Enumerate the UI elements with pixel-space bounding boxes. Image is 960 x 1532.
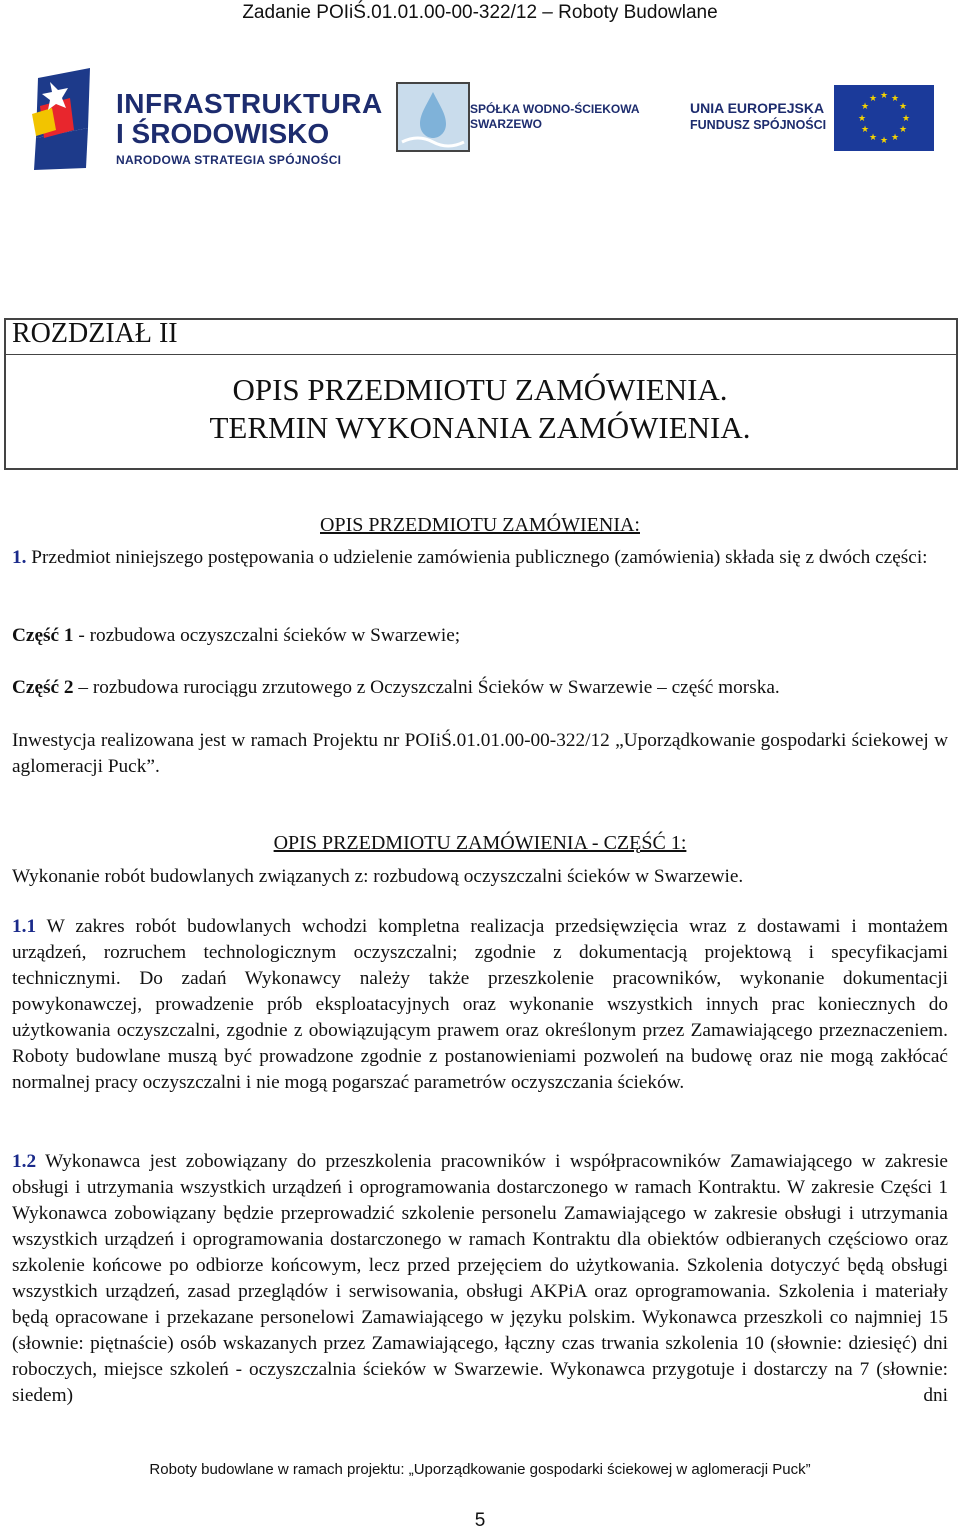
ue-line2: FUNDUSZ SPÓJNOŚCI <box>690 118 827 132</box>
spolka-line1: SPÓŁKA WODNO-ŚCIEKOWA <box>470 102 640 116</box>
spolka-line2: SWARZEWO <box>470 117 542 131</box>
svg-text:★: ★ <box>890 94 900 104</box>
svg-text:★: ★ <box>860 125 870 135</box>
svg-text:★: ★ <box>879 91 889 101</box>
section-heading-2: OPIS PRZEDMIOTU ZAMÓWIENIA - CZĘŚĆ 1: <box>273 832 687 854</box>
ue-line1: UNIA EUROPEJSKA <box>690 100 825 116</box>
page-footer: Roboty budowlane w ramach projektu: „Uporządkowanie gospodarki ściekowej w aglomeracji Puck” <box>149 1461 811 1478</box>
section-heading-1: OPIS PRZEDMIOTU ZAMÓWIENIA: <box>320 514 640 536</box>
svg-text:★: ★ <box>890 133 900 143</box>
infrastruktura-logo <box>30 68 383 170</box>
spolka-logo <box>396 82 646 150</box>
paragraph-1-2 <box>12 1149 948 1409</box>
svg-text:★: ★ <box>901 114 911 124</box>
title-line1: OPIS PRZEDMIOTU ZAMÓWIENIA. <box>232 372 728 407</box>
title-line2: TERMIN WYKONANIA ZAMÓWIENIA. <box>209 410 751 445</box>
infra-line2: I ŚRODOWISKO <box>116 118 330 149</box>
infra-line1: INFRASTRUKTURA <box>116 88 383 119</box>
part-1-line <box>12 623 948 649</box>
p1-text: Przedmiot niniejszego postępowania o udzielenie zamówienia publicznego (zamówienia) składa się z dwóch części: <box>26 547 928 568</box>
paragraph-1-1 <box>12 914 948 1096</box>
section-2-subtitle: Wykonanie robót budowlanych związanych z: rozbudową oczyszczalni ścieków w Swarzewie. <box>12 866 744 887</box>
part1-label: Część 1 <box>12 625 74 646</box>
svg-text:★: ★ <box>857 114 867 124</box>
investment-paragraph: Inwestycja realizowana jest w ramach Projektu nr POIiŚ.01.01.00-00-322/12 „Uporządkowanie gospodarki ściekowej w aglomeracji Puck”. <box>12 730 948 777</box>
eu-flag-icon <box>834 85 934 151</box>
p11-text: W zakres robót budowlanych wchodzi kompletna realizacja przedsięwzięcia wraz z dostawami i montażem urządzeń, rozruchem technologicznym oczyszczalni; zgodnie z dokumentacją projektową i specyfikacjami technicznymi. Do zadań Wykonawcy należy także przeszkolenie pracowników, wykonanie dokumentacji powykonawczej, prowadzenie prób eksploatacyjnych oraz wykonanie wszystkich innych prac koniecznych do użytkowania oczyszczalni, zgodnie z obowiązującym prawem oraz określonym przez Zamawiającego przeznaczeniem. Roboty budowlane muszą być prowadzone zgodnie z postanowieniami pozwoleń na budowę oraz nie mogą zakłócać normalnej pracy oczyszczalni i nie mogą pogarszać parametrów oczyszczania ścieków. <box>12 916 948 1093</box>
p1-number: 1. <box>12 547 27 568</box>
p12-text: Wykonawca jest zobowiązany do przeszkolenia pracowników i współpracowników Zamawiającego w zakresie obsługi i utrzymania wszystkich urządzeń i oprogramowania dostarczonego w ramach Kontraktu. W zakresie Części 1 Wykonawca zobowiązany będzie przeprowadzić szkolenie personelu Zamawiającego w zakresie obsługi i utrzymania wszystkich urządzeń i oprogramowania dostarczonego w ramach Kontraktu dla obiektów odbieranych częściowo oraz szkolenie końcowe po odbiorze końcowym, lecz przed przejęciem do użytkowania. Szkolenia dotyczyć będą obsługi wszystkich urządzeń, zasad przeglądów i serwisowania, obsługi AKPiA oraz oprogramowania. Szkolenia i materiały będą opracowane i przekazane personelowi Zamawiającego w języku polskim. Wykonawca przeszkoli co najmniej 15 (słownie: piętnaście) osób wskazanych przez Zamawiającego, łączny czas trwania szkolenia 10 (słownie: dziesięć) dni roboczych, miejsce szkoleń - oczyszczalnia ścieków w Swarzewie. Wykonawca przygotuje i dostarczy na 7 (słownie: siedem) dni <box>12 1151 948 1406</box>
svg-text:★: ★ <box>898 125 908 135</box>
p11-number: 1.1 <box>12 916 37 937</box>
chapter-label: ROZDZIAŁ II <box>12 318 178 349</box>
svg-text:★: ★ <box>860 102 870 112</box>
part2-text: – rozbudowa rurociągu zrzutowego z Oczyszczalni Ścieków w Swarzewie – część morska. <box>73 677 780 698</box>
water-drop-icon <box>396 82 470 152</box>
ue-logo-text <box>690 100 826 134</box>
nss-flag-icon <box>30 68 114 170</box>
paragraph-1 <box>12 545 948 571</box>
part1-text: - rozbudowa oczyszczalni ścieków w Swarzewie; <box>73 625 461 646</box>
page-header: Zadanie POIiŚ.01.01.00-00-322/12 – Roboty Budowlane <box>242 2 718 23</box>
svg-text:★: ★ <box>868 94 878 104</box>
svg-text:★: ★ <box>879 136 889 146</box>
p12-number: 1.2 <box>12 1151 37 1172</box>
svg-text:★: ★ <box>868 133 878 143</box>
page-number: 5 <box>474 1510 486 1531</box>
part2-label: Część 2 <box>12 677 74 698</box>
infra-line3: NARODOWA STRATEGIA SPÓJNOŚCI <box>116 153 342 167</box>
part-2-line <box>12 675 948 701</box>
svg-text:★: ★ <box>898 102 908 112</box>
